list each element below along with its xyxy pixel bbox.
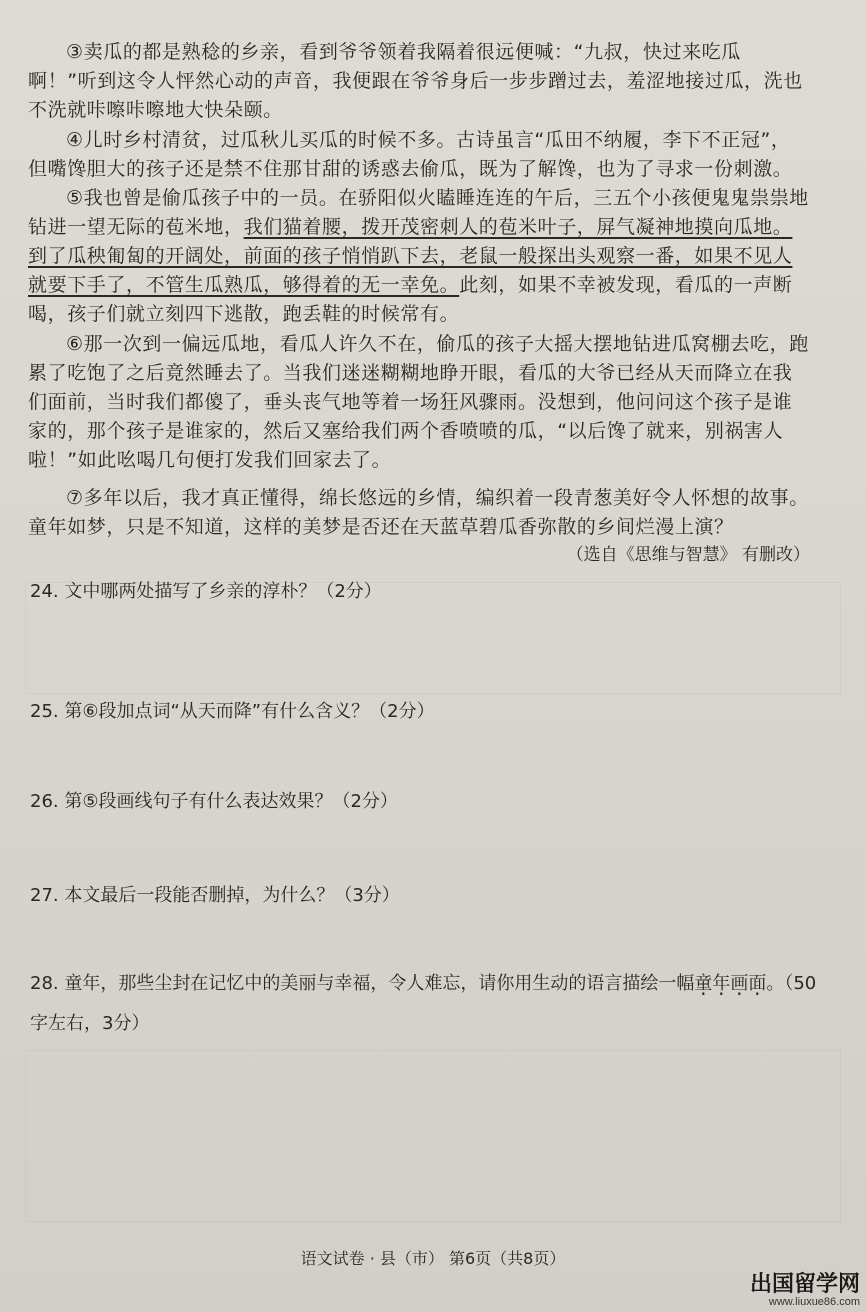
paragraph-4-text: ④儿时乡村清贫，过瓜秋儿买瓜的时候不多。古诗虽言“瓜田不纳履，李下不正冠”，但嘴馋胆大的孩子还是禁不住那甘甜的诱惑去偷瓜，既为了解馋，也为了寻求一份刺激。 <box>28 129 793 180</box>
paragraph-6-text: ⑥那一次到一偏远瓜地，看瓜人许久不在，偷瓜的孩子大摇大摆地钻进瓜窝棚去吃，跑累了吃饱了之后竟然睡去了。当我们迷迷糊糊地睁开眼，看瓜的大爷已经从天而降立在我们面前，当时我们都傻了，垂头丧气地等着一场狂风骤雨。没想到，他问问这个孩子是谁家的，那个孩子是谁家的，然后又塞给我们两个香喷喷的瓜，“以后馋了就来，别祸害人啦！”如此吆喝几句便打发我们回家去了。 <box>28 333 809 471</box>
paragraph-5-tail: 此刻，如果不幸被发现，看瓜的一声断喝，孩子们就立刻四下逃散，跑丢鞋的时候常有。 <box>28 274 793 325</box>
watermark-url: www.liuxue86.com <box>768 1296 860 1308</box>
question-28 <box>30 964 820 1044</box>
watermark-name: 出国留学网 <box>749 1271 860 1296</box>
question-28-tail: 。（50字左右，3分） <box>30 973 817 1034</box>
question-26: 26. 第⑤段画线句子有什么表达效果？（2分） <box>30 791 398 812</box>
dotted-char: 年 <box>712 973 731 994</box>
paragraph-7 <box>28 484 810 542</box>
paragraph-4 <box>28 126 810 184</box>
paragraph-3-text: ③卖瓜的都是熟稔的乡亲，看到爷爷领着我隔着很远便喊：“九叔，快过来吃瓜啊！”听到这令人怦然心动的声音，我便跟在爷爷身后一步步蹭过去，羞涩地接过瓜，洗也不洗就咔嚓咔嚓地大快朵颐。 <box>28 41 803 121</box>
question-24: 24. 文中哪两处描写了乡亲的淳朴？（2分） <box>30 581 382 602</box>
watermark-logo <box>710 1272 860 1308</box>
source-note: （选自《思维与智慧》 有删改） <box>566 545 810 565</box>
dotted-char: 童 <box>694 973 713 994</box>
ghost-grid <box>25 1050 841 1222</box>
underlined-sentences: 我们猫着腰，拨开茂密刺人的苞米叶子，屏气凝神地摸向瓜地。到了瓜秧匍匐的开阔处，前面的孩子悄悄趴下去，老鼠一般探出头观察一番，如果不见人就要下手了，不管生瓜熟瓜，够得着的无一幸免。 <box>28 216 793 296</box>
page-footer: 语文试卷 · 县（市） 第6页（共8页） <box>300 1249 566 1268</box>
paragraph-3 <box>28 38 810 125</box>
paragraph-5 <box>28 184 810 329</box>
question-28-text: 28. 童年，那些尘封在记忆中的美丽与幸福，令人难忘，请你用生动的语言描绘一幅 <box>30 973 695 994</box>
dotted-char: 面 <box>748 973 767 994</box>
dotted-char: 画 <box>730 973 749 994</box>
question-25: 25. 第⑥段加点词“从天而降”有什么含义？（2分） <box>30 701 435 722</box>
paragraph-5-lead: ⑤我也曾是偷瓜孩子中的一员。在骄阳似火瞌睡连连的午后，三五个小孩便鬼鬼祟祟地钻进一望无际的苞米地， <box>28 187 809 238</box>
question-27: 27. 本文最后一段能否删掉，为什么？（3分） <box>30 885 400 906</box>
paragraph-6 <box>28 330 810 475</box>
paragraph-7-text: ⑦多年以后，我才真正懂得，绵长悠远的乡情，编织着一段青葱美好令人怀想的故事。童年如梦，只是不知道，这样的美梦是否还在天蓝草碧瓜香弥散的乡间烂漫上演？ <box>28 487 809 538</box>
